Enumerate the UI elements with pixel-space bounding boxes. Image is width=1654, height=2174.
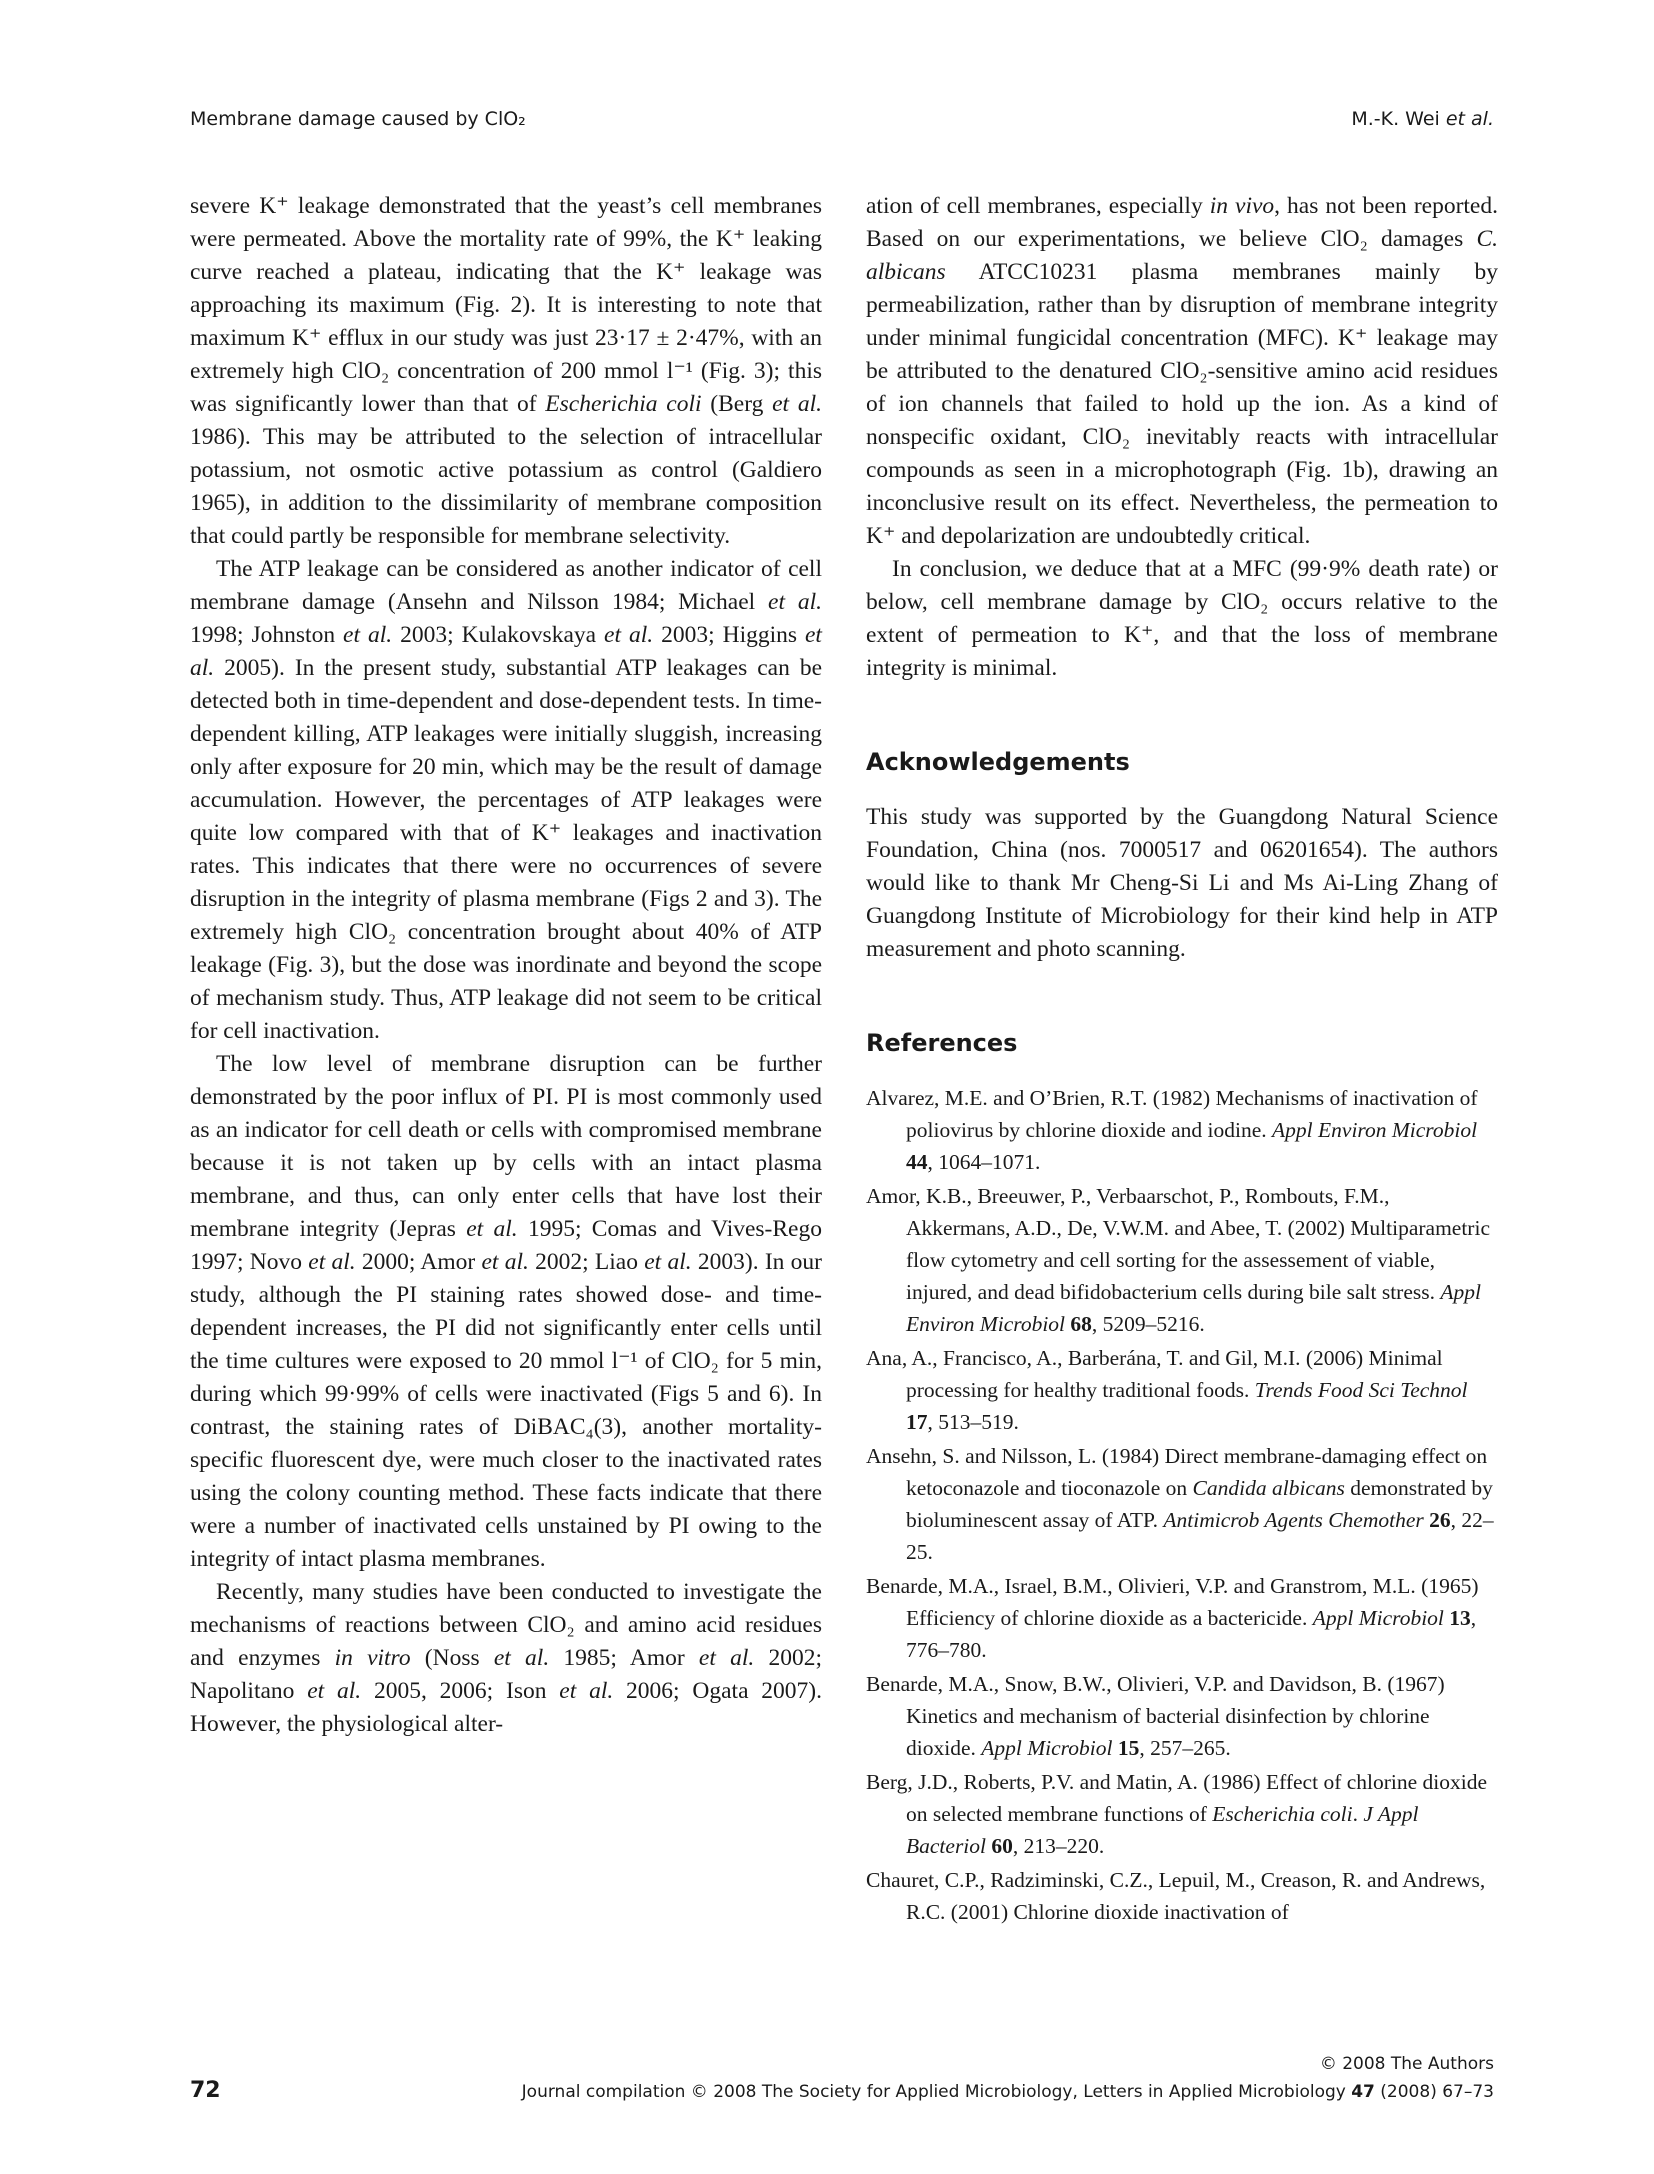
reference-item	[866, 1864, 1498, 1928]
text-run: et al.	[190, 622, 822, 681]
text-run: 13	[1449, 1606, 1471, 1630]
text-run: 2003; Kulakovskaya	[392, 622, 605, 648]
body-paragraph	[190, 1576, 822, 1741]
body-paragraph	[866, 190, 1498, 553]
text-run: , 1064–1071.	[927, 1150, 1041, 1174]
reference-item	[866, 1082, 1498, 1178]
text-run: et al.	[772, 391, 822, 417]
text-run: ATCC10231 plasma membranes mainly by permeabilization, rather than by disruption of membrane integrity under minimal fungicidal concentration (MFC). K⁺ leakage may be attributed to the denatured ClO₂-sensitive amino acid residues of ion channels that failed to hold up the ion. As a kind of nonspecific oxidant, ClO₂ inevitably reacts with intracellular compounds as seen in a microphotograph (Fig. 1b), drawing an inconclusive result on its effect. Nevertheless, the permeation to K⁺ and depolarization are undoubtedly critical.	[866, 259, 1498, 549]
text-run: 44	[906, 1150, 928, 1174]
text-run: 2002; Napolitano	[190, 1645, 822, 1704]
left-column	[190, 190, 822, 1741]
body-paragraph	[190, 1048, 822, 1576]
text-run: , 5209–5216.	[1091, 1312, 1205, 1336]
text-run: , 776–780.	[906, 1606, 1477, 1662]
page-footer	[190, 2054, 1494, 2174]
text-run: 2005). In the present study, substantial ATP leakages can be detected both in time-dependent and dose-dependent tests. In time-dependent killing, ATP leakages were initially sluggish, increasing only after exposure for 20 min, which may be the result of damage accumulation. However, the percentages of ATP leakages were quite low compared with that of K⁺ leakages and inactivation rates. This indicates that there were no occurrences of severe disruption in the integrity of plasma membrane (Figs 2 and 3). The extremely high ClO₂ concentration brought about 40% of ATP leakage (Fig. 3), but the dose was inordinate and beyond the scope of mechanism study. Thus, ATP leakage did not seem to be critical for cell inactivation.	[190, 655, 822, 1044]
reference-item	[866, 1668, 1498, 1764]
page-number: 72	[190, 2078, 221, 2103]
text-run: , 513–519.	[927, 1410, 1019, 1434]
text-run: et al.	[308, 1249, 356, 1275]
text-run: et al.	[307, 1678, 362, 1704]
text-run: 1995; Comas and Vives-Rego 1997; Novo	[190, 1216, 822, 1275]
body-paragraph	[190, 190, 822, 553]
text-run: Trends Food Sci Technol	[1254, 1378, 1468, 1402]
text-run: et al.	[604, 622, 654, 648]
journal-citation-suffix: (2008) 67–73	[1374, 2082, 1494, 2102]
text-run: Appl Environ Microbiol	[1272, 1118, 1478, 1142]
acknowledgements-text: This study was supported by the Guangdong Natural Science Foundation, China (nos. 7000517 and 06201654). The authors would like to thank Mr Cheng-Si Li and Ms Ai-Ling Zhang of Guangdong Institute of Microbiology for their kind help in ATP measurement and photo scanning.	[866, 804, 1498, 962]
text-run: et al.	[466, 1216, 518, 1242]
text-run: In conclusion, we deduce that at a MFC (99·9% death rate) or below, cell membrane damage by ClO₂ occurs relative to the extent of permeation to K⁺, and that the loss of membrane integrity is minimal.	[866, 556, 1498, 681]
journal-volume: 47	[1351, 2082, 1375, 2102]
text-run: 1985; Amor	[549, 1645, 699, 1671]
references-heading: References	[866, 1029, 1018, 1057]
text-run: The ATP leakage can be considered as another indicator of cell membrane damage (Ansehn and Nilsson 1984; Michael	[190, 556, 822, 615]
copyright-notice: © 2008 The Authors	[1319, 2054, 1494, 2074]
text-run: C. albicans	[866, 226, 1498, 285]
text-run: 15	[1117, 1736, 1140, 1760]
text-run: The low level of membrane disruption can be further demonstrated by the poor influx of PI. PI is most commonly used as an indicator for cell death or cells with compromised membrane because it is not taken up by cells with an intact plasma membrane, and thus, can only enter cells that have lost their membrane integrity (Jepras	[190, 1051, 822, 1242]
text-run: et al.	[698, 1645, 755, 1671]
text-run: et al.	[644, 1249, 692, 1275]
body-paragraph	[190, 553, 822, 1048]
text-run: Amor, K.B., Breeuwer, P., Verbaarschot, P., Rombouts, F.M., Akkermans, A.D., De, V.W.M. and Abee, T. (2002) Multiparametric flow cytometry and cell sorting for the assessement of viable, injured, and dead bifidobacterium cells during bile salt stress.	[866, 1184, 1490, 1304]
reference-item	[866, 1440, 1498, 1568]
text-run: Benarde, M.A., Snow, B.W., Olivieri, V.P. and Davidson, B. (1967) Kinetics and mechanism of bacterial disinfection by chlorine dioxide.	[866, 1672, 1445, 1760]
journal-citation-prefix: Journal compilation © 2008 The Society for Applied Microbiology, Letters in Applied Microbiology	[521, 2082, 1352, 2102]
text-run: et al.	[493, 1645, 550, 1671]
text-run: et al.	[559, 1678, 614, 1704]
text-run: in vivo	[1209, 193, 1275, 219]
reference-item	[866, 1766, 1498, 1862]
running-header	[190, 108, 1494, 138]
text-run: et al.	[481, 1249, 529, 1275]
text-run: 2005, 2006; Ison	[361, 1678, 560, 1704]
text-run: 1998; Johnston	[190, 622, 344, 648]
text-run: (Berg	[701, 391, 773, 417]
text-run: 68	[1070, 1312, 1092, 1336]
text-run: Antimicrob Agents Chemother	[1163, 1508, 1424, 1532]
text-run: demonstrated by bioluminescent assay of ATP.	[906, 1476, 1493, 1532]
text-run: Berg, J.D., Roberts, P.V. and Matin, A. (1986) Effect of chlorine dioxide on selected membrane functions of	[866, 1770, 1488, 1826]
text-run: (Noss	[410, 1645, 494, 1671]
text-run: 26	[1429, 1508, 1451, 1532]
body-paragraph	[866, 553, 1498, 685]
text-run: Chauret, C.P., Radziminski, C.Z., Lepuil, M., Creason, R. and Andrews, R.C. (2001) Chlorine dioxide inactivation of	[866, 1868, 1486, 1924]
text-run: 1986). This may be attributed to the selection of intracellular potassium, not osmotic active potassium as control (Galdiero 1965), in addition to the dissimilarity of membrane composition that could partly be responsible for membrane selectivity.	[190, 424, 822, 549]
text-run: in vitro	[334, 1645, 411, 1671]
reference-item	[866, 1570, 1498, 1666]
text-run: 2003; Higgins	[653, 622, 805, 648]
running-authors-etal: et al.	[1445, 108, 1494, 130]
running-authors-names: M.-K. Wei	[1351, 108, 1446, 130]
running-title: Membrane damage caused by ClO₂	[190, 108, 526, 130]
reference-item	[866, 1180, 1498, 1340]
text-run: Ansehn, S. and Nilsson, L. (1984) Direct membrane-damaging effect on ketoconazole and tioconazole on	[866, 1444, 1488, 1500]
text-run: .	[1352, 1802, 1364, 1826]
text-run: ation of cell membranes, especially	[866, 193, 1210, 219]
text-run: , 213–220.	[1012, 1834, 1105, 1858]
right-column	[866, 190, 1498, 1930]
text-run: Appl Microbiol	[981, 1736, 1113, 1760]
text-run: Escherichia coli	[545, 391, 702, 417]
reference-item	[866, 1342, 1498, 1438]
journal-citation	[522, 2082, 1494, 2102]
text-run: Benarde, M.A., Israel, B.M., Olivieri, V.P. and Granstrom, M.L. (1965) Efficiency of chlorine dioxide as a bactericide.	[866, 1574, 1479, 1630]
text-run: Recently, many studies have been conducted to investigate the mechanisms of reactions between ClO₂ and amino acid residues and enzymes	[190, 1579, 822, 1671]
text-run: 2006; Ogata 2007). However, the physiological alter-	[190, 1678, 823, 1737]
text-run: , 257–265.	[1139, 1736, 1231, 1760]
text-run: Candida albicans	[1192, 1476, 1345, 1500]
text-run: 2002; Liao	[528, 1249, 645, 1275]
text-run: severe K⁺ leakage demonstrated that the yeast’s cell membranes were permeated. Above the mortality rate of 99%, the K⁺ leaking curve reached a plateau, indicating that the K⁺ leakage was approaching its maximum (Fig. 2). It is interesting to note that maximum K⁺ efflux in our study was just 23·17 ± 2·47%, with an extremely high ClO₂ concentration of 200 mmol l⁻¹ (Fig. 3); this was significantly lower than that of	[190, 193, 822, 417]
text-run: , 22–25.	[906, 1508, 1494, 1564]
text-run: 2000; Amor	[355, 1249, 482, 1275]
text-run: Alvarez, M.E. and O’Brien, R.T. (1982) Mechanisms of inactivation of poliovirus by chlorine dioxide and iodine.	[866, 1086, 1478, 1142]
text-run: J Appl Bacteriol	[906, 1802, 1419, 1858]
text-run: et al.	[343, 622, 393, 648]
reference-list	[866, 1082, 1498, 1928]
text-run: 2003). In our study, although the PI staining rates showed dose- and time-dependent increases, the PI did not significantly enter cells until the time cultures were exposed to 20 mmol l⁻¹ of ClO₂ for 5 min, during which 99·99% of cells were inactivated (Figs 5 and 6). In contrast, the staining rates of DiBAC₄(3), another mortality-specific fluorescent dye, were much closer to the inactivated rates using the colony counting method. These facts indicate that there were a number of inactivated cells unstained by PI owing to the integrity of intact plasma membranes.	[190, 1249, 822, 1572]
text-run: Appl Microbiol	[1312, 1606, 1444, 1630]
running-authors	[1351, 108, 1494, 130]
text-run: Ana, A., Francisco, A., Barberána, T. and Gil, M.I. (2006) Minimal processing for healthy traditional foods.	[866, 1346, 1443, 1402]
acknowledgements-heading: Acknowledgements	[866, 748, 1130, 776]
text-run: Appl Environ Microbiol	[906, 1280, 1481, 1336]
text-run: , has not been reported. Based on our experimentations, we believe ClO₂ damages	[866, 193, 1498, 252]
text-run: Escherichia coli	[1212, 1802, 1353, 1826]
text-run: et al.	[768, 589, 822, 615]
text-run: 17	[906, 1410, 928, 1434]
text-run: 60	[991, 1834, 1013, 1858]
